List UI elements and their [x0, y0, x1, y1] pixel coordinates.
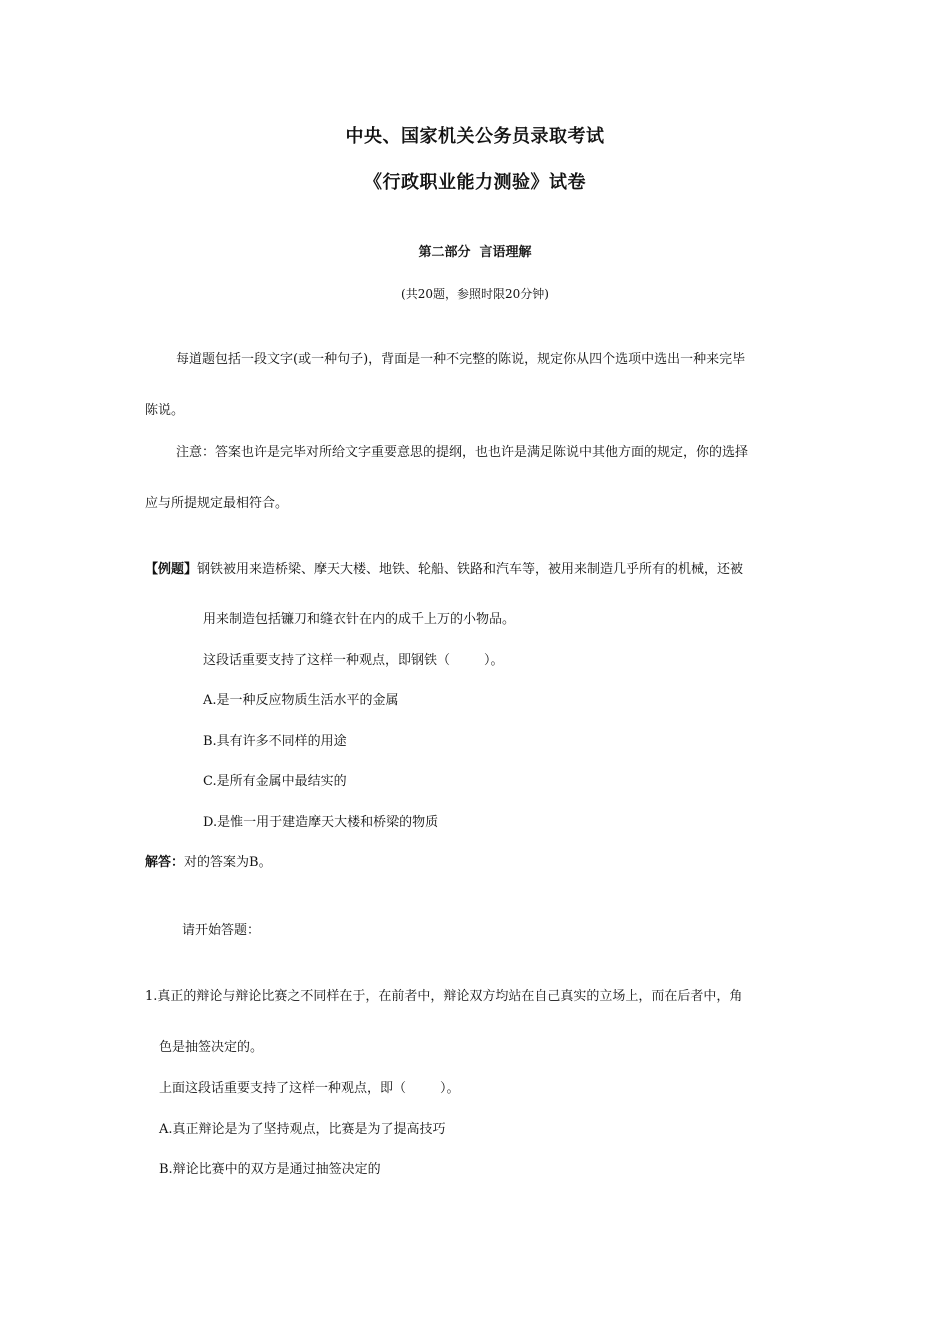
example-option-d: D.是惟一用于建造摩天大楼和桥梁的物质	[203, 815, 439, 830]
section-heading: 第二部分 言语理解	[418, 245, 532, 260]
example-question-post: ）。	[484, 653, 504, 668]
example-question-pre: 这段话重要支持了这样一种观点，即钢铁（	[203, 653, 451, 668]
answer-text: 对的答案为B。	[184, 855, 272, 870]
example-option-c: C.是所有金属中最结实的	[203, 774, 347, 789]
title-line-2: 《行政职业能力测验》试卷	[364, 172, 586, 193]
example-text-1: 钢铁被用来造桥梁、摩天大楼、地铁、轮船、铁路和汽车等，被用来制造几乎所有的机械，还被	[197, 562, 744, 577]
example-option-a: A.是一种反应物质生活水平的金属	[203, 693, 399, 708]
q1-question	[159, 1080, 460, 1098]
example-line-2: 用来制造包括镰刀和缝衣针在内的成千上万的小物品。	[203, 612, 516, 627]
q1-line-2: 色是抽签决定的。	[159, 1040, 264, 1055]
q1-option-b: B.辩论比赛中的双方是通过抽签决定的	[159, 1162, 381, 1177]
example-answer	[145, 854, 272, 872]
intro-line-2: 陈说。	[145, 403, 185, 418]
q1-question-pre: 上面这段话重要支持了这样一种观点，即（	[159, 1081, 407, 1096]
start-prompt: 请开始答题：	[182, 923, 261, 938]
intro-line-1: 每道题包括一段文字(或一种句子)，背面是一种不完整的陈说，规定你从四个选项中选出一种来完毕	[176, 352, 746, 367]
q1-option-a: A.真正辩论是为了坚持观点，比赛是为了提高技巧	[159, 1122, 446, 1137]
answer-label: 解答：	[145, 855, 185, 870]
note-line-1: 注意：答案也许是完毕对所给文字重要意思的提纲，也也许是满足陈说中其他方面的规定，你的选择	[176, 445, 749, 460]
title-line-1: 中央、国家机关公务员录取考试	[345, 126, 605, 147]
note-line-2: 应与所提规定最相符合。	[145, 496, 289, 511]
example-question	[203, 652, 504, 670]
section-meta: (共20题，参照时限20分钟)	[401, 287, 549, 301]
example-label: 【例题】	[145, 562, 198, 577]
q1-question-post: ）。	[440, 1081, 460, 1096]
example-option-b: B.具有许多不同样的用途	[203, 734, 347, 749]
q1-line-1: 1.真正的辩论与辩论比赛之不同样在于，在前者中，辩论双方均站在自己真实的立场上，而在后者中，角	[145, 989, 743, 1004]
example-line-1	[145, 561, 743, 579]
